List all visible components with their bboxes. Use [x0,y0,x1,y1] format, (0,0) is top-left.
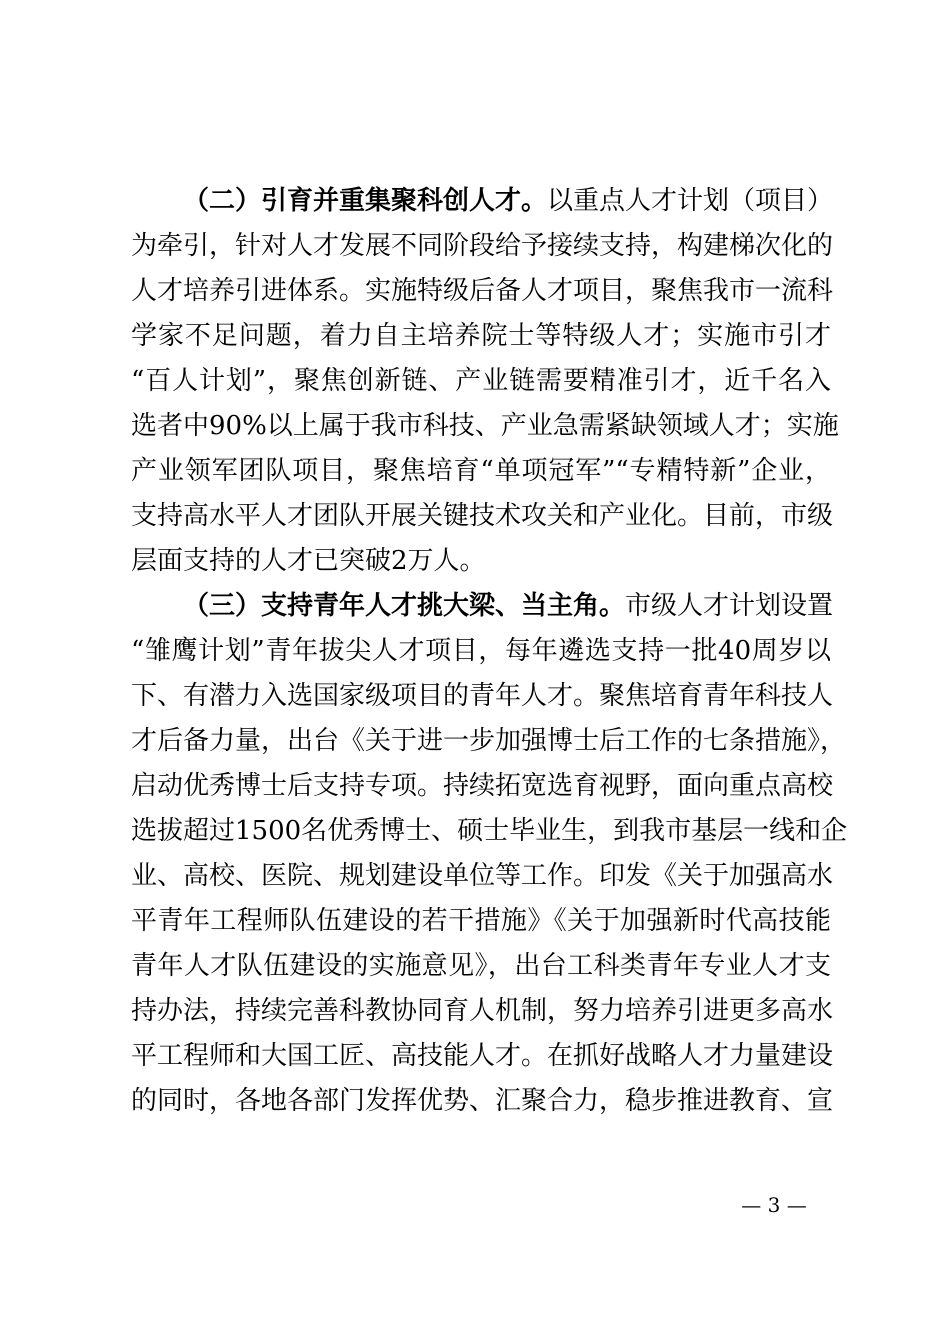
paragraph-1-line-7: 产业领军团队项目，聚焦培育“单项冠军”“专精特新”企业， [131,456,831,486]
paragraph-2-line-5: 启动优秀博士后支持专项。持续拓宽选育视野，面向重点高校 [131,771,834,801]
paragraph-2-line-6: 选拔超过1500名优秀博士、硕士毕业生，到我市基层一线和企 [131,816,848,846]
paragraph-2-line-3: 下、有潜力入选国家级项目的青年人才。聚焦培育青年科技人 [131,681,834,711]
paragraph-2-line-1 [183,591,834,621]
paragraph-1-line-1-text: 以重点人才计划（项目） [547,186,834,216]
paragraph-1-line-1 [183,186,834,216]
paragraph-2-heading: （三）支持青年人才挑大梁、当主角。 [183,591,626,621]
paragraph-2-line-7: 业、高校、医院、规划建设单位等工作。印发《关于加强高水 [131,861,834,891]
paragraph-1-heading: （二）引育并重集聚科创人才。 [183,186,548,216]
paragraph-1-line-8: 支持高水平人才团队开展关键技术攻关和产业化。目前，市级 [131,501,834,531]
paragraph-1-line-9: 层面支持的人才已突破2万人。 [131,546,486,576]
paragraph-2-line-12: 的同时，各地各部门发挥优势、汇聚合力，稳步推进教育、宣 [131,1086,834,1116]
paragraph-2-line-1-text: 市级人才计划设置 [625,591,834,621]
paragraph-1-line-5: “百人计划”，聚焦创新链、产业链需要精准引才，近千名入 [131,366,831,396]
paragraph-1-line-3: 人才培养引进体系。实施特级后备人才项目，聚焦我市一流科 [131,276,834,306]
paragraph-2-line-2: “雏鹰计划”青年拔尖人才项目，每年遴选支持一批40周岁以 [131,636,831,666]
paragraph-1-line-4: 学家不足问题，着力自主培养院士等特级人才；实施市引才 [131,321,831,351]
paragraph-2-line-11: 平工程师和大国工匠、高技能人才。在抓好战略人才力量建设 [131,1041,834,1071]
paragraph-2-line-10: 持办法，持续完善科教协同育人机制，努力培养引进更多高水 [131,996,834,1026]
paragraph-2-line-4: 才后备力量，出台《关于进一步加强博士后工作的七条措施》， [131,726,847,756]
paragraph-1-line-6: 选者中90%以上属于我市科技、产业急需紧缺领域人才；实施 [131,411,839,441]
paragraph-2-line-9: 青年人才队伍建设的实施意见》，出台工科类青年专业人才支 [131,951,831,981]
paragraph-1-line-2: 为牵引，针对人才发展不同阶段给予接续支持，构建梯次化的 [131,231,834,261]
page-number: — 3 — [741,1193,807,1217]
paragraph-2-line-8: 平青年工程师队伍建设的若干措施》《关于加强新时代高技能 [131,906,831,936]
